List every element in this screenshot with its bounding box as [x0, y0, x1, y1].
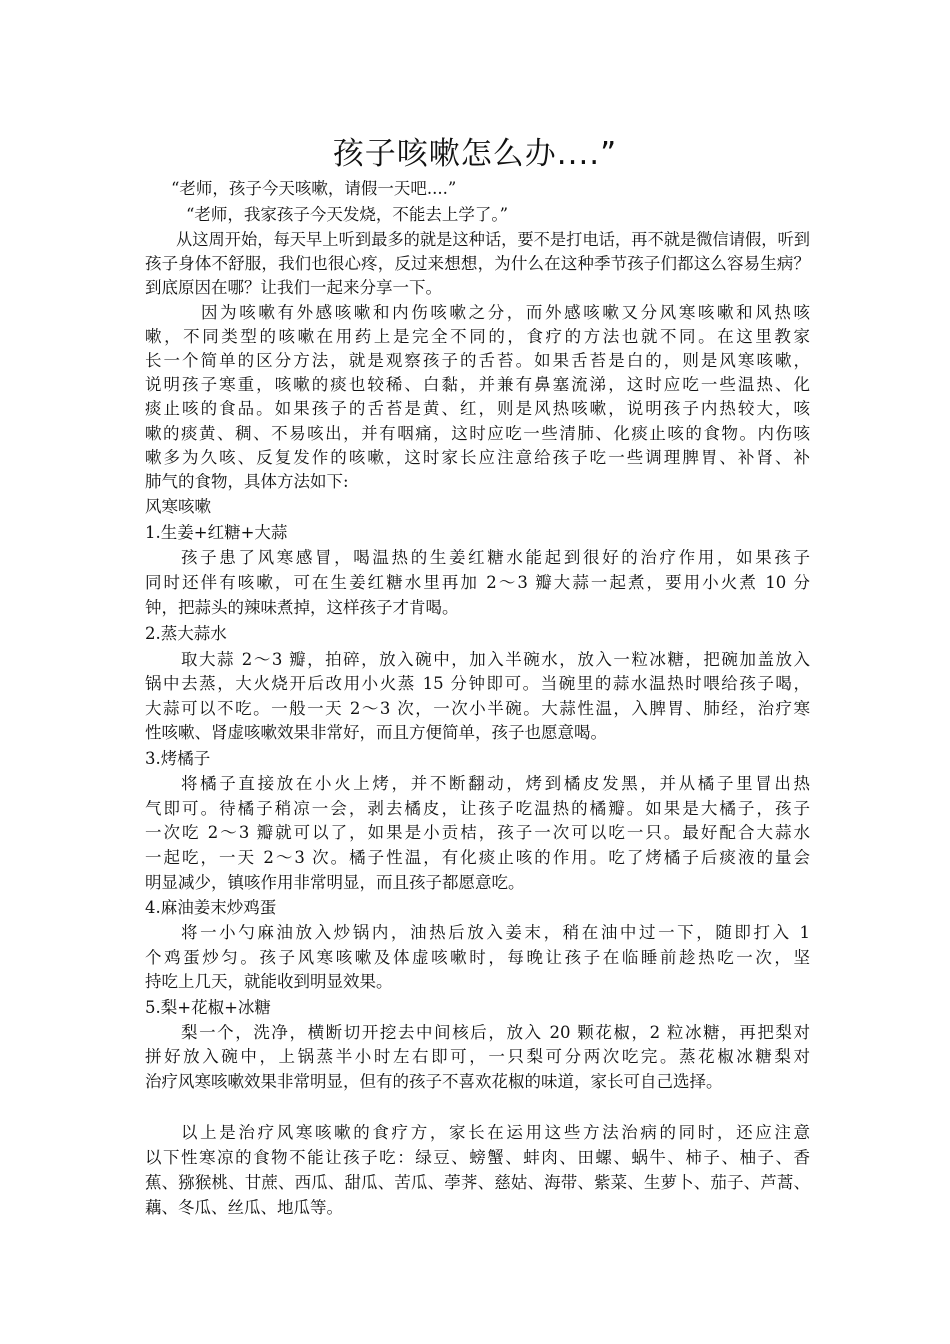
intro-line: 孩子身体不舒服，我们也很心疼，反过来想想，为什么在这种季节孩子们都这么容易生病？	[145, 254, 810, 273]
remedy-line: 将一小勺麻油放入炒锅内，油热后放入姜末，稍在油中过一下，随即打入 1	[181, 923, 810, 942]
body-line: 因为咳嗽有外感咳嗽和内伤咳嗽之分，而外感咳嗽又分风寒咳嗽和风热咳	[201, 303, 810, 322]
closing-line: 以下性寒凉的食物不能让孩子吃：绿豆、螃蟹、蚌肉、田螺、蜗牛、柿子、柚子、香	[145, 1148, 810, 1167]
remedy-line: 大蒜可以不吃。一般一天 2～3 次，一次小半碗。大蒜性温，入脾胃、肺经，治疗寒	[145, 699, 810, 718]
remedy-line: 个鸡蛋炒匀。孩子风寒咳嗽及体虚咳嗽时，每晚让孩子在临睡前趁热吃一次，坚	[145, 948, 810, 967]
body-line: 说明孩子寒重，咳嗽的痰也较稀、白黏，并兼有鼻塞流涕，这时应吃一些温热、化	[145, 375, 810, 394]
remedy-line: 梨一个，洗净，横断切开挖去中间核后，放入 20 颗花椒，2 粒冰糖，再把梨对	[181, 1023, 810, 1042]
section-heading: 风寒咳嗽	[145, 497, 211, 516]
remedy-line: 同时还伴有咳嗽，可在生姜红糖水里再加 2～3 瓣大蒜一起煮，要用小火煮 10 分	[145, 573, 810, 592]
quote-line: “老师，我家孩子今天发烧，不能去上学了。”	[186, 205, 509, 224]
remedy-heading: 5.梨+花椒+冰糖	[145, 998, 271, 1017]
intro-line: 从这周开始，每天早上听到最多的就是这种话，要不是打电话，再不就是微信请假，听到	[176, 230, 810, 249]
intro-line: 到底原因在哪？让我们一起来分享一下。	[145, 278, 442, 297]
remedy-heading: 3.烤橘子	[145, 749, 211, 768]
remedy-line: 将橘子直接放在小火上烤，并不断翻动，烤到橘皮发黑，并从橘子里冒出热	[181, 774, 810, 793]
body-line: 肺气的食物，具体方法如下:	[145, 472, 349, 491]
remedy-heading: 2.蒸大蒜水	[145, 624, 227, 643]
closing-line: 以上是治疗风寒咳嗽的食疗方，家长在运用这些方法治病的同时，还应注意	[181, 1123, 810, 1142]
remedy-line: 治疗风寒咳嗽效果非常明显，但有的孩子不喜欢花椒的味道，家长可自己选择。	[145, 1072, 723, 1091]
remedy-line: 一起吃，一天 2～3 次。橘子性温，有化痰止咳的作用。吃了烤橘子后痰液的量会	[145, 848, 810, 867]
remedy-line: 拼好放入碗中，上锅蒸半小时左右即可，一只梨可分两次吃完。蒸花椒冰糖梨对	[145, 1047, 810, 1066]
remedy-heading: 4.麻油姜末炒鸡蛋	[145, 898, 277, 917]
remedy-line: 孩子患了风寒感冒，喝温热的生姜红糖水能起到很好的治疗作用，如果孩子	[181, 548, 810, 567]
remedy-line: 明显减少，镇咳作用非常明显，而且孩子都愿意吃。	[145, 873, 525, 892]
body-line: 痰止咳的食品。如果孩子的舌苔是黄、红，则是风热咳嗽，说明孩子内热较大，咳	[145, 399, 810, 418]
body-line: 嗽的痰黄、稠、不易咳出，并有咽痛，这时应吃一些清肺、化痰止咳的食物。内伤咳	[145, 424, 810, 443]
closing-line: 藕、冬瓜、丝瓜、地瓜等。	[145, 1198, 343, 1217]
remedy-line: 持吃上几天，就能收到明显效果。	[145, 972, 393, 991]
remedy-line: 锅中去蒸，大火烧开后改用小火蒸 15 分钟即可。当碗里的蒜水温热时喂给孩子喝，	[145, 674, 810, 693]
quote-line: “老师，孩子今天咳嗽，请假一天吧....”	[171, 179, 457, 198]
closing-line: 蕉、猕猴桃、甘蔗、西瓜、甜瓜、苦瓜、荸荠、慈姑、海带、紫菜、生萝卜、茄子、芦蒿、	[145, 1173, 810, 1192]
body-line: 嗽，不同类型的咳嗽在用药上是完全不同的，食疗的方法也就不同。在这里教家	[145, 327, 810, 346]
remedy-line: 一次吃 2～3 瓣就可以了，如果是小贡桔，孩子一次可以吃一只。最好配合大蒜水	[145, 823, 810, 842]
page-title: 孩子咳嗽怎么办....”	[332, 136, 618, 172]
remedy-line: 取大蒜 2～3 瓣，拍碎，放入碗中，加入半碗水，放入一粒冰糖，把碗加盖放入	[181, 650, 810, 669]
body-line: 嗽多为久咳、反复发作的咳嗽，这时家长应注意给孩子吃一些调理脾胃、补肾、补	[145, 448, 810, 467]
remedy-line: 气即可。待橘子稍凉一会，剥去橘皮，让孩子吃温热的橘瓣。如果是大橘子，孩子	[145, 799, 810, 818]
remedy-line: 性咳嗽、肾虚咳嗽效果非常好，而且方便简单，孩子也愿意喝。	[145, 723, 607, 742]
remedy-heading: 1.生姜+红糖+大蒜	[145, 523, 288, 542]
remedy-line: 钟，把蒜头的辣味煮掉，这样孩子才肯喝。	[145, 598, 459, 617]
body-line: 长一个简单的区分方法，就是观察孩子的舌苔。如果舌苔是白的，则是风寒咳嗽，	[145, 351, 810, 370]
